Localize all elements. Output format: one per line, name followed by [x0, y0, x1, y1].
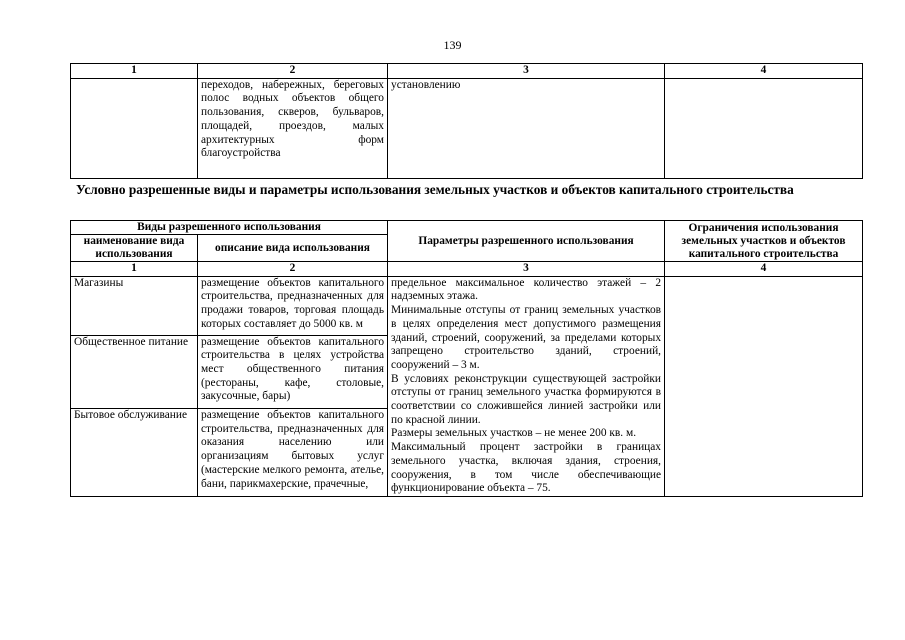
column-number: 1 — [71, 64, 198, 79]
column-number: 3 — [388, 262, 665, 277]
section-heading: Условно разрешенные виды и параметры использования земельных участков и объектов капитального строительства — [76, 182, 794, 197]
table-cell: переходов, набережных, береговых полос водных объектов общего пользования, скверов, бульваров, площадей, проездов, малых архитектурных форм благоустройства — [198, 78, 388, 178]
page-number: 139 — [443, 38, 462, 52]
parameter-text: предельное максимальное количество этажей – 2 надземных этажа. — [391, 276, 662, 303]
column-number: 3 — [388, 64, 665, 79]
column-number-row — [71, 262, 863, 277]
description-header: описание вида использования — [198, 235, 388, 262]
name-header: наименование вида использования — [71, 235, 198, 262]
column-number-row — [71, 64, 863, 79]
use-description: размещение объектов капитального строительства в целях устройства мест общественного питания (рестораны, кафе, столовые, закусочные, бары) — [198, 335, 388, 408]
column-number: 2 — [198, 64, 388, 79]
use-name: Общественное питание — [71, 335, 198, 408]
limits-header: Ограничения использования земельных участков и объектов капитального строительства — [665, 221, 863, 262]
limits-cell — [665, 276, 863, 496]
header-row — [71, 221, 863, 235]
parameters-cell — [388, 276, 665, 496]
parameter-text: В условиях реконструкции существующей застройки отступы от границ земельного участка формируются в соответствии со сложившейся линией застройки или по красной линии. — [391, 372, 662, 426]
column-number: 2 — [198, 262, 388, 277]
use-name: Магазины — [71, 276, 198, 335]
use-description: размещение объектов капитального строительства, предназначенных для продажи товаров, торговая площадь которых составляет до 5000 кв. м — [198, 276, 388, 335]
continuation-table — [70, 63, 863, 179]
column-number: 4 — [665, 64, 863, 79]
column-number: 4 — [665, 262, 863, 277]
table-row — [71, 78, 863, 178]
uses-group-header: Виды разрешенного использования — [71, 221, 388, 235]
table-cell: установлению — [388, 78, 665, 178]
use-description: размещение объектов капитального строительства, предназначенных для оказания населению или организациям бытовых услуг (мастерские мелкого ремонта, ателье, бани, парикмахерские, прачечные, — [198, 409, 388, 497]
permitted-uses-table — [70, 220, 863, 497]
parameter-text: Минимальные отступы от границ земельных участков в целях определения мест допустимого размещения зданий, строений, сооружений, за пределами которых запрещено строительство зданий, строений, сооружений – 3 м. — [391, 304, 662, 371]
table-row — [71, 276, 863, 335]
parameter-text: Максимальный процент застройки в границах земельного участка, включая здания, строения, сооружения, в том числе обеспечивающие функционирование объекта – 75. — [391, 441, 662, 495]
table-cell — [665, 78, 863, 178]
parameters-header: Параметры разрешенного использования — [388, 221, 665, 262]
column-number: 1 — [71, 262, 198, 277]
table-cell — [71, 78, 198, 178]
parameter-text: Размеры земельных участков – не менее 200 кв. м. — [391, 427, 637, 440]
use-name: Бытовое обслуживание — [71, 409, 198, 497]
